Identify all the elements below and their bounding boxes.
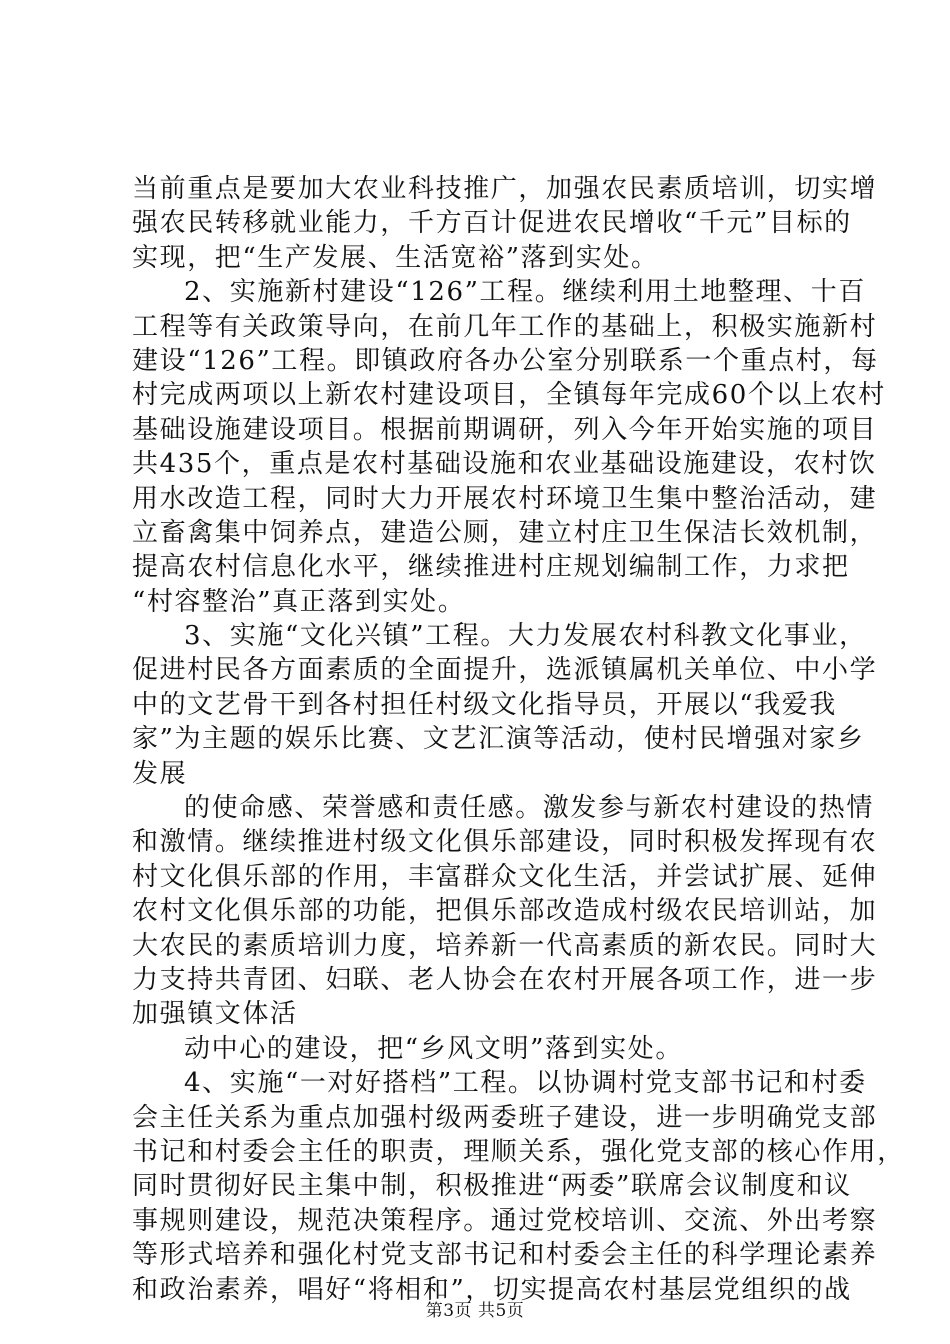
text-line: 农村文化俱乐部的功能，把俱乐部改造成村级农民培训站，加 xyxy=(132,896,878,927)
page-footer: 第3页 共5页 xyxy=(425,1301,525,1321)
document-body xyxy=(132,172,905,1307)
text-line: 等形式培养和强化村党支部书记和村委会主任的科学理论素养 xyxy=(132,1240,878,1271)
text-line: 工程等有关政策导向，在前几年工作的基础上，积极实施新村 xyxy=(132,311,878,342)
text-line: 和激情。继续推进村级文化俱乐部建设，同时积极发挥现有农 xyxy=(132,827,878,858)
text-line: 用水改造工程，同时大力开展农村环境卫生集中整治活动，建 xyxy=(132,483,878,514)
text-line: 的使命感、荣誉感和责任感。激发参与新农村建设的热情 xyxy=(184,793,875,824)
text-line: 书记和村委会主任的职责，理顺关系，强化党支部的核心作用， xyxy=(132,1136,905,1167)
text-line: 和政治素养，唱好“将相和”，切实提高农村基层党组织的战 xyxy=(132,1274,852,1305)
text-line: 立畜禽集中饲养点，建造公厕，建立村庄卫生保洁长效机制， xyxy=(132,517,878,548)
text-line: 基础设施建设项目。根据前期调研，列入今年开始实施的项目 xyxy=(132,414,878,445)
text-line: 同时贯彻好民主集中制，积极推进“两委”联席会议制度和议 xyxy=(132,1171,852,1202)
text-line: 会主任关系为重点加强村级两委班子建设，进一步明确党支部 xyxy=(132,1102,878,1133)
text-line: 3、实施“文化兴镇”工程。大力发展农村科教文化事业， xyxy=(184,621,867,652)
text-line: 村完成两项以上新农村建设项目，全镇每年完成60个以上农村 xyxy=(132,380,886,411)
text-line: 加强镇文体活 xyxy=(132,999,298,1030)
text-line: 力支持共青团、妇联、老人协会在农村开展各项工作，进一步 xyxy=(132,964,878,995)
text-line: 提高农村信息化水平，继续推进村庄规划编制工作，力求把 xyxy=(132,552,850,583)
text-line: “村容整治”真正落到实处。 xyxy=(132,586,466,617)
text-line: 强农民转移就业能力，千方百计促进农民增收“千元”目标的 xyxy=(132,208,852,239)
text-line: 事规则建设，规范决策程序。通过党校培训、交流、外出考察 xyxy=(132,1205,878,1236)
text-line: 动中心的建设，把“乡风文明”落到实处。 xyxy=(184,1033,683,1064)
text-line: 发展 xyxy=(132,758,188,789)
text-line: 建设“126”工程。即镇政府各办公室分别联系一个重点村，每 xyxy=(132,345,879,376)
text-line: 家”为主题的娱乐比赛、文艺汇演等活动，使村民增强对家乡 xyxy=(132,724,865,755)
text-line: 促进村民各方面素质的全面提升，选派镇属机关单位、中小学 xyxy=(132,655,878,686)
text-line: 4、实施“一对好搭档”工程。以协调村党支部书记和村委 xyxy=(184,1068,867,1099)
text-line: 当前重点是要加大农业科技推广，加强农民素质培训，切实增 xyxy=(132,174,878,204)
text-line: 大农民的素质培训力度，培养新一代高素质的新农民。同时大 xyxy=(132,930,878,961)
text-line: 实现，把“生产发展、生活宽裕”落到实处。 xyxy=(132,242,659,273)
text-line: 中的文艺骨干到各村担任村级文化指导员，开展以“我爱我 xyxy=(132,689,837,720)
text-line: 2、实施新村建设“126”工程。继续利用土地整理、十百 xyxy=(184,277,866,308)
text-line: 共435个，重点是农村基础设施和农业基础设施建设，农村饮 xyxy=(132,449,877,480)
text-line: 村文化俱乐部的作用，丰富群众文化生活，并尝试扩展、延伸 xyxy=(132,861,878,892)
